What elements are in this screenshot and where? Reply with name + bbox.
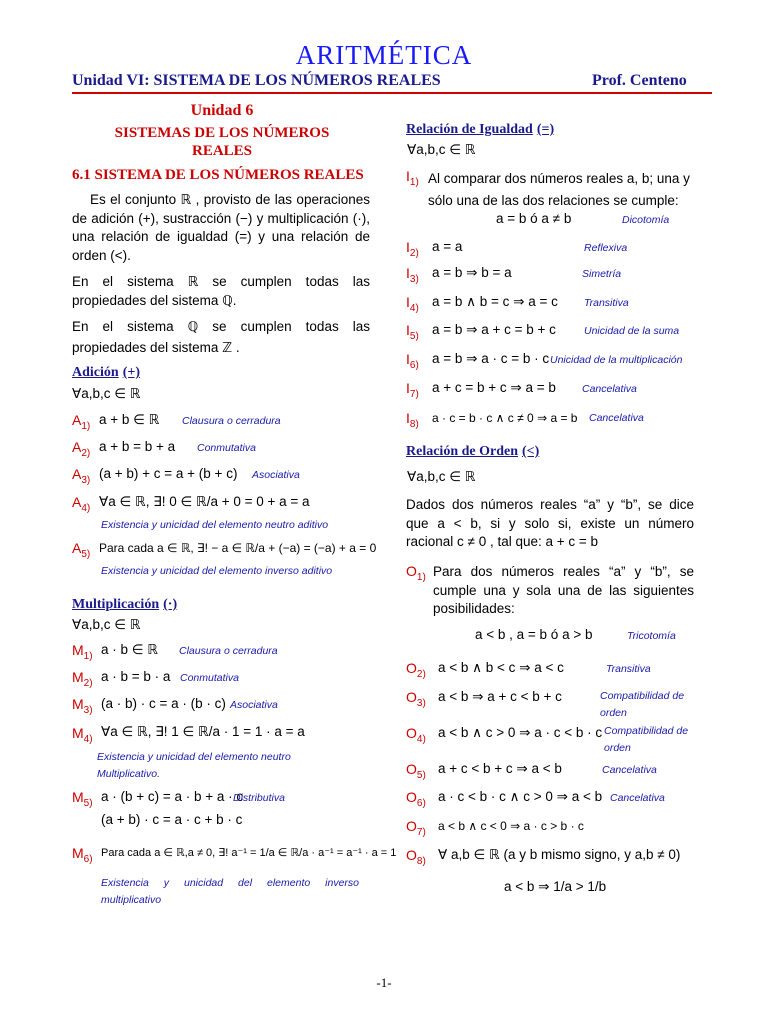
formula-o4: a < b ∧ c > 0 ⇒ a · c < b · c xyxy=(438,725,603,740)
comment-m4: Existencia y unicidad del elemento neutro Multiplicativo. xyxy=(97,751,291,780)
prop-o5 xyxy=(406,761,426,781)
prop-a5 xyxy=(72,540,90,560)
igualdad-symbol: (=) xyxy=(536,122,555,137)
prop-label: $O_{5)}$ xyxy=(406,761,426,781)
prop-m5 xyxy=(72,789,93,809)
multiplicacion-title: Multiplicación xyxy=(72,597,160,612)
formula-a4: ∀a ∈ ℝ, ∃! 0 ∈ ℝ/a + 0 = 0 + a = a xyxy=(99,494,310,509)
orden-symbol: (<) xyxy=(522,444,540,459)
prop-a1 xyxy=(72,412,90,432)
orden-intro: Dados dos números reales “a” y “b”, se dice que a < b, si y solo si, existe un número racional c ≠ 0 , tal que: a + c = b xyxy=(406,497,694,550)
i1-text: Al comparar dos números reales a, b; una y sólo una de las dos relaciones se cumple: xyxy=(428,171,690,208)
formula-m5: a · (b + c) = a · b + a · c xyxy=(101,789,244,804)
prop-m2 xyxy=(72,669,93,689)
igualdad-heading xyxy=(406,120,554,138)
formula-m2: a · b = b · a xyxy=(101,669,171,684)
prop-i4 xyxy=(406,294,419,314)
adicion-symbol: (+) xyxy=(122,365,140,380)
paragraph-r-q: En el sistema ℝ se cumplen todas las propiedades del sistema ℚ. xyxy=(72,274,370,308)
o1-text: Para dos números reales “a” y “b”, se cumple una y sola una de las siguientes posibilidades: xyxy=(433,564,694,617)
formula-o6: a · c < b · c ∧ c > 0 ⇒ a < b xyxy=(438,789,603,804)
comment-o2: Transitiva xyxy=(606,663,651,675)
prop-o7 xyxy=(406,818,426,838)
prop-a2 xyxy=(72,439,90,459)
prop-o1 xyxy=(406,563,426,583)
comment-i6: Unicidad de la multiplicación xyxy=(550,354,683,366)
paragraph-q-z: En el sistema ℚ se cumplen todas las propiedades del sistema ℤ . xyxy=(72,319,370,355)
prop-label: $I_{1)}$ xyxy=(406,168,419,188)
comment-m5: Distributiva xyxy=(233,792,285,804)
comment-i4: Transitiva xyxy=(584,297,629,309)
prop-i1 xyxy=(406,168,419,188)
formula-i5: a = b ⇒ a + c = b + c xyxy=(432,322,556,337)
formula-i4: a = b ∧ b = c ⇒ a = c xyxy=(432,294,558,309)
comment-a1: Clausura o cerradura xyxy=(182,415,281,427)
page-title: ARITMÉTICA xyxy=(295,40,473,70)
page-number: -1- xyxy=(376,975,392,990)
comment-i2: Reflexiva xyxy=(584,242,628,254)
formula-i8: a · c = b · c ∧ c ≠ 0 ⇒ a = b xyxy=(432,411,578,425)
comment-m1: Clausura o cerradura xyxy=(179,645,278,657)
comment-i3: Simetría xyxy=(582,268,622,280)
prop-label: $M_{4)}$ xyxy=(72,725,93,745)
prop-a3 xyxy=(72,466,90,486)
o1-comment: Tricotomía xyxy=(627,630,676,642)
heading-line-1: SISTEMAS DE LOS NÚMEROS xyxy=(114,125,330,141)
comment-o6: Cancelativa xyxy=(610,792,665,804)
formula-a1: a + b ∈ ℝ xyxy=(99,412,160,427)
multiplicacion-quantifier: ∀a,b,c ∈ ℝ xyxy=(72,617,141,632)
prop-label: $A_{3)}$ xyxy=(72,466,91,486)
formula-m6: Para cada a ∈ ℝ,a ≠ 0, ∃! a⁻¹ = 1/a ∈ ℝ/a · a⁻¹ = a⁻¹ · a = 1 xyxy=(101,847,397,859)
comment-m3: Asociativa xyxy=(230,699,278,711)
prop-label: $O_{2)}$ xyxy=(406,660,426,680)
unit-line: Unidad VI: SISTEMA DE LOS NÚMEROS REALES xyxy=(72,72,441,89)
prop-label: $M_{6)}$ xyxy=(72,845,93,865)
prop-label: $M_{5)}$ xyxy=(72,789,93,809)
comment-m2: Conmutativa xyxy=(180,672,239,684)
paragraph-definition: Es el conjunto ℝ , provisto de las operaciones de adición (+), sustracción (−) y multiplicación (·), una relación de igualdad (=) y una relación de orden (<). xyxy=(72,192,370,263)
formula-m4: ∀a ∈ ℝ, ∃! 1 ∈ ℝ/a · 1 = 1 · a = a xyxy=(101,724,305,739)
formula-i3: a = b ⇒ b = a xyxy=(432,265,512,280)
prop-i3 xyxy=(406,265,419,285)
prop-o8 xyxy=(406,847,426,867)
formula-o3: a < b ⇒ a + c < b + c xyxy=(438,689,562,704)
prop-i7 xyxy=(406,380,419,400)
prop-i5 xyxy=(406,322,419,342)
prop-i2 xyxy=(406,239,419,259)
prop-o4 xyxy=(406,725,426,745)
comment-i5: Unicidad de la suma xyxy=(584,325,680,337)
adicion-title: Adición xyxy=(72,365,119,380)
comment-a4: Existencia y unicidad del elemento neutro aditivo xyxy=(101,519,329,531)
prop-label: $I_{7)}$ xyxy=(406,380,419,400)
orden-quantifier: ∀a,b,c ∈ ℝ xyxy=(407,469,476,484)
prop-label: $M_{3)}$ xyxy=(72,696,93,716)
prop-label: $I_{2)}$ xyxy=(406,239,419,259)
prop-o6 xyxy=(406,789,426,809)
prop-m4 xyxy=(72,725,93,745)
prop-label: $O_{4)}$ xyxy=(406,725,426,745)
formula-o8-b: a < b ⇒ 1/a > 1/b xyxy=(504,879,607,894)
prop-label: $O_{1)}$ xyxy=(406,563,426,583)
formula-i6: a = b ⇒ a · c = b · c xyxy=(432,351,550,366)
unit-label: Unidad 6 xyxy=(190,102,254,119)
prop-label: $O_{8)}$ xyxy=(406,847,426,867)
comment-m6: Existencia y unicidad del elemento inverso multiplicativo xyxy=(101,877,359,906)
formula-i7: a + c = b + c ⇒ a = b xyxy=(432,380,556,395)
formula-m5-b: (a + b) · c = a · c + b · c xyxy=(101,812,243,827)
prop-label: $M_{2)}$ xyxy=(72,669,93,689)
formula-m3: (a · b) · c = a · (b · c) xyxy=(101,696,226,711)
heading-line-2: REALES xyxy=(191,143,253,159)
prop-o2 xyxy=(406,660,426,680)
prop-label: $O_{6)}$ xyxy=(406,789,426,809)
formula-o7: a < b ∧ c < 0 ⇒ a · c > b · c xyxy=(438,819,584,833)
orden-title: Relación de Orden xyxy=(406,444,518,459)
formula-o2: a < b ∧ b < c ⇒ a < c xyxy=(438,660,564,675)
author: Prof. Centeno xyxy=(592,72,687,89)
formula-a5: Para cada a ∈ ℝ, ∃! − a ∈ ℝ/a + (−a) = (−a) + a = 0 xyxy=(99,541,377,555)
adicion-heading xyxy=(72,363,140,381)
formula-a2: a + b = b + a xyxy=(99,439,176,454)
orden-heading xyxy=(406,442,539,460)
comment-i7: Cancelativa xyxy=(582,383,637,395)
prop-a4 xyxy=(72,494,90,514)
multiplicacion-symbol: (·) xyxy=(163,597,178,612)
comment-a3: Asociativa xyxy=(252,469,300,481)
comment-i8: Cancelativa xyxy=(589,412,644,424)
prop-label: $A_{4)}$ xyxy=(72,494,91,514)
prop-label: $M_{1)}$ xyxy=(72,642,93,662)
formula-o8: ∀ a,b ∈ ℝ (a y b mismo signo, y a,b ≠ 0) xyxy=(438,847,681,862)
formula-i2: a = a xyxy=(432,239,463,254)
formula-a3: (a + b) + c = a + (b + c) xyxy=(99,466,238,481)
prop-i8 xyxy=(406,410,419,430)
prop-label: $I_{4)}$ xyxy=(406,294,419,314)
i1-comment: Dicotomía xyxy=(622,214,670,226)
adicion-quantifier: ∀a,b,c ∈ ℝ xyxy=(72,386,141,401)
prop-m3 xyxy=(72,696,93,716)
prop-o3 xyxy=(406,689,426,709)
prop-label: $I_{3)}$ xyxy=(406,265,419,285)
prop-m1 xyxy=(72,642,93,662)
comment-o5: Cancelativa xyxy=(602,764,657,776)
prop-label: $A_{5)}$ xyxy=(72,540,91,560)
comment-a5: Existencia y unicidad del elemento inverso aditivo xyxy=(101,565,333,577)
prop-label: $I_{8)}$ xyxy=(406,410,419,430)
comment-o4: Compatibilidad de orden xyxy=(604,725,689,754)
prop-i6 xyxy=(406,351,419,371)
prop-label: $I_{5)}$ xyxy=(406,322,419,342)
formula-o5: a + c < b + c ⇒ a < b xyxy=(438,761,562,776)
prop-m6 xyxy=(72,845,93,865)
comment-o3: Compatibilidad de orden xyxy=(600,690,685,719)
prop-label: $A_{2)}$ xyxy=(72,439,91,459)
prop-label: $I_{6)}$ xyxy=(406,351,419,371)
igualdad-quantifier: ∀a,b,c ∈ ℝ xyxy=(407,142,476,157)
prop-label: $A_{1)}$ xyxy=(72,412,91,432)
igualdad-title: Relación de Igualdad xyxy=(406,122,533,137)
formula-m1: a · b ∈ ℝ xyxy=(101,642,158,657)
prop-label: $O_{3)}$ xyxy=(406,689,426,709)
prop-label: $O_{7)}$ xyxy=(406,818,426,838)
multiplicacion-heading xyxy=(72,595,177,613)
header-rule xyxy=(72,92,712,94)
section-heading: 6.1 SISTEMA DE LOS NÚMEROS REALES xyxy=(72,167,364,183)
comment-a2: Conmutativa xyxy=(197,442,256,454)
o1-formula: a < b , a = b ó a > b xyxy=(475,627,593,642)
i1-formula: a = b ó a ≠ b xyxy=(496,211,572,226)
